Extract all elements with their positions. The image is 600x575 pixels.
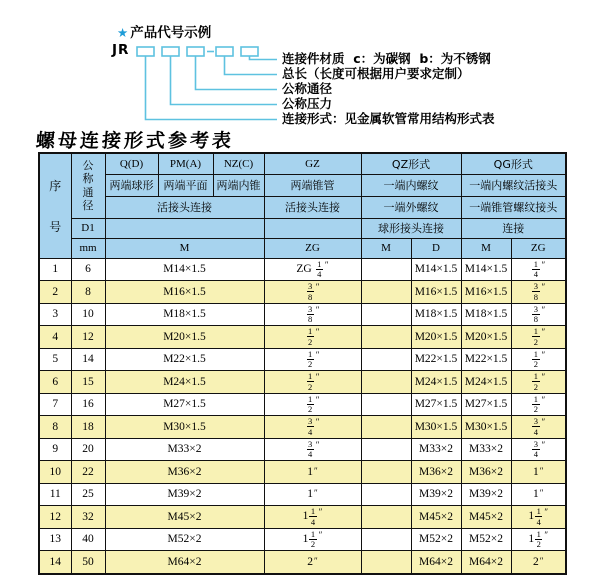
table-cell: M45×2 (411, 506, 461, 529)
table-cell: M36×2 (461, 461, 511, 484)
table-cell: M30×1.5 (105, 416, 264, 439)
diagram-heading-text: 产品代号示例 (130, 25, 212, 41)
table-cell: $\frac{1}{2}$ ″ (264, 348, 361, 371)
header-connection: 一端外螺纹 (361, 196, 461, 218)
table-cell: M16×1.5 (411, 281, 461, 304)
table-row (39, 326, 566, 349)
header-endtype: 一端内螺纹 (361, 174, 461, 196)
table-cell: 1″ (264, 461, 361, 484)
table-cell: $\frac{3}{8}$ ″ (511, 303, 566, 326)
header-subconnection: 球形接头连接 (361, 218, 461, 238)
table-cell: M36×2 (411, 461, 461, 484)
table-cell: M64×2 (105, 551, 264, 574)
star-icon: ★ (117, 25, 129, 40)
code-box (137, 47, 154, 56)
code-box (216, 47, 233, 56)
header-endtype: 两端锥管 (264, 174, 361, 196)
table-cell: M30×1.5 (411, 416, 461, 439)
table-cell: 8 (71, 281, 105, 304)
header-blank (105, 218, 264, 238)
code-prefix: JR (112, 42, 130, 58)
table-cell: M45×2 (461, 506, 511, 529)
table-cell: M39×2 (411, 483, 461, 506)
table-cell: $\frac{1}{2}$ ″ (264, 393, 361, 416)
table-cell: M20×1.5 (411, 326, 461, 349)
table-cell: $\frac{1}{2}$ ″ (264, 326, 361, 349)
table-cell (361, 348, 411, 371)
header-d1: D1 (71, 218, 105, 238)
table-cell: M20×1.5 (461, 326, 511, 349)
header-thread-col: ZG (264, 238, 361, 258)
table-cell: $\frac{1}{2}$ ″ (511, 326, 566, 349)
table-cell: M39×2 (461, 483, 511, 506)
table-cell: 6 (39, 371, 71, 394)
table-cell: 1″ (264, 483, 361, 506)
table-cell: 15 (71, 371, 105, 394)
table-row (39, 528, 566, 551)
table-body (39, 258, 566, 574)
label-material: 连接件材质 c：为碳钢 b：为不锈钢 (282, 51, 491, 66)
table-row (39, 393, 566, 416)
table-cell: $\frac{3}{4}$ ″ (511, 438, 566, 461)
table-cell: M18×1.5 (105, 303, 264, 326)
table-cell: M52×2 (411, 528, 461, 551)
header-seq: 序 号 (39, 153, 71, 258)
table-cell: $\frac{3}{8}$ ″ (264, 281, 361, 304)
table-row (39, 258, 566, 281)
table-row (39, 551, 566, 574)
table-cell: 6 (71, 258, 105, 281)
table-cell: M39×2 (105, 483, 264, 506)
table-cell: 3 (39, 303, 71, 326)
table-cell: M18×1.5 (461, 303, 511, 326)
table-cell: 11 (39, 483, 71, 506)
table-row (39, 506, 566, 529)
header-row-units (39, 238, 566, 258)
table-cell (361, 438, 411, 461)
header-group: Q(D) (105, 153, 158, 174)
table-cell: 10 (71, 303, 105, 326)
table-cell: 1 $\frac{1}{2}$ ″ (511, 528, 566, 551)
table-cell: $\frac{1}{2}$ ″ (264, 371, 361, 394)
table-cell: 8 (39, 416, 71, 439)
table-cell (361, 551, 411, 574)
table-cell (361, 461, 411, 484)
table-cell: 1″ (511, 483, 566, 506)
header-thread-col: M (361, 238, 411, 258)
table-row (39, 483, 566, 506)
table-cell: 1 (39, 258, 71, 281)
table-cell: M22×1.5 (411, 348, 461, 371)
table-cell: 40 (71, 528, 105, 551)
table-cell: M64×2 (461, 551, 511, 574)
table-cell: 4 (39, 326, 71, 349)
table-row (39, 348, 566, 371)
header-endtype: 两端内锥 (213, 174, 264, 196)
table-row (39, 438, 566, 461)
table-cell: 12 (39, 506, 71, 529)
table-cell: $\frac{3}{4}$ ″ (264, 438, 361, 461)
table-cell: $\frac{3}{4}$ ″ (264, 416, 361, 439)
header-thread-col: M (105, 238, 264, 258)
table-cell: M52×2 (461, 528, 511, 551)
product-code-diagram (0, 0, 600, 130)
header-endtype: 两端平面 (158, 174, 213, 196)
table-cell: 18 (71, 416, 105, 439)
table-cell: M33×2 (105, 438, 264, 461)
table-cell: M24×1.5 (411, 371, 461, 394)
table-cell: 20 (71, 438, 105, 461)
table-row (39, 281, 566, 304)
table-cell: M16×1.5 (461, 281, 511, 304)
table-cell: 10 (39, 461, 71, 484)
table-cell: 12 (71, 326, 105, 349)
table-cell: 7 (39, 393, 71, 416)
table-cell (361, 506, 411, 529)
header-group: PM(A) (158, 153, 213, 174)
table-cell: 5 (39, 348, 71, 371)
table-cell: M18×1.5 (411, 303, 461, 326)
table-row (39, 371, 566, 394)
table-cell: 2″ (511, 551, 566, 574)
table-cell: M45×2 (105, 506, 264, 529)
header-thread-col: ZG (511, 238, 566, 258)
nut-connection-reference-table (38, 152, 567, 575)
table-cell (361, 416, 411, 439)
label-pressure: 公称压力 (282, 96, 333, 111)
table-cell: 1 $\frac{1}{2}$ ″ (264, 528, 361, 551)
table-cell: M14×1.5 (461, 258, 511, 281)
table-cell (361, 303, 411, 326)
header-blank (264, 218, 361, 238)
label-diameter: 公称通径 (282, 81, 333, 96)
table-cell (361, 483, 411, 506)
header-row-endtypes (39, 174, 566, 196)
table-cell: M22×1.5 (105, 348, 264, 371)
header-dn: 公 称 通 径 (71, 153, 105, 218)
table-cell: M27×1.5 (411, 393, 461, 416)
table-row (39, 416, 566, 439)
table-cell (361, 281, 411, 304)
table-cell: M27×1.5 (461, 393, 511, 416)
table-cell: $\frac{1}{4}$ ″ (511, 258, 566, 281)
table-cell: M24×1.5 (105, 371, 264, 394)
table-cell: 1 $\frac{1}{4}$ ″ (264, 506, 361, 529)
table-cell: M30×1.5 (461, 416, 511, 439)
table-cell: M20×1.5 (105, 326, 264, 349)
table-cell: 9 (39, 438, 71, 461)
table-cell: 14 (71, 348, 105, 371)
table-cell: M33×2 (461, 438, 511, 461)
header-connection: 活接头连接 (105, 196, 264, 218)
table-cell: M36×2 (105, 461, 264, 484)
table-row (39, 461, 566, 484)
table-cell: $\frac{1}{2}$ ″ (511, 393, 566, 416)
header-group: QZ形式 (361, 153, 461, 174)
header-row-groups (39, 153, 566, 174)
table-cell: M14×1.5 (105, 258, 264, 281)
header-thread-col: M (461, 238, 511, 258)
table-cell: 22 (71, 461, 105, 484)
table-cell: M33×2 (411, 438, 461, 461)
code-box (241, 47, 258, 56)
code-box (187, 47, 204, 56)
header-row-d1 (39, 218, 566, 238)
table-cell: $\frac{1}{2}$ ″ (511, 371, 566, 394)
code-box (162, 47, 179, 56)
header-mm: mm (71, 238, 105, 258)
table-title: 螺母连接形式参考表 (35, 130, 235, 152)
label-connection: 连接形式：见金属软管常用结构形式表 (282, 111, 495, 126)
table-cell: 2 (39, 281, 71, 304)
table-cell: $\frac{3}{8}$ ″ (511, 281, 566, 304)
header-thread-col: D (411, 238, 461, 258)
table-header (39, 153, 566, 258)
table-cell: 1 $\frac{1}{4}$ ″ (511, 506, 566, 529)
header-subconnection: 连接 (461, 218, 566, 238)
table-cell: 16 (71, 393, 105, 416)
header-group: NZ(C) (213, 153, 264, 174)
header-group: GZ (264, 153, 361, 174)
table-cell: 1″ (511, 461, 566, 484)
table-cell: M24×1.5 (461, 371, 511, 394)
table-cell: 14 (39, 551, 71, 574)
table-cell (361, 371, 411, 394)
table-row (39, 303, 566, 326)
table-cell: ZG $\frac{1}{4}$ ″ (264, 258, 361, 281)
diagram-heading (117, 21, 211, 41)
table-cell: $\frac{3}{8}$ ″ (264, 303, 361, 326)
header-group: QG形式 (461, 153, 566, 174)
table-cell: M16×1.5 (105, 281, 264, 304)
header-row-connections (39, 196, 566, 218)
table-cell: M64×2 (411, 551, 461, 574)
code-boxes-graphic (105, 42, 280, 126)
connector-line (196, 56, 278, 90)
table-cell: M52×2 (105, 528, 264, 551)
table-cell: M22×1.5 (461, 348, 511, 371)
header-endtype: 两端球形 (105, 174, 158, 196)
table-cell: $\frac{1}{2}$ ″ (511, 348, 566, 371)
connector-line (146, 56, 278, 120)
table-cell (361, 528, 411, 551)
table-cell: 32 (71, 506, 105, 529)
table-cell: M14×1.5 (411, 258, 461, 281)
table-cell: 2″ (264, 551, 361, 574)
table-cell (361, 326, 411, 349)
table-cell: 25 (71, 483, 105, 506)
header-connection: 活接头连接 (264, 196, 361, 218)
header-connection: 一端锥管螺纹接头 (461, 196, 566, 218)
table-cell: 50 (71, 551, 105, 574)
table-cell: $\frac{3}{4}$ ″ (511, 416, 566, 439)
label-length: 总长（长度可根据用户要求定制） (282, 66, 470, 81)
header-endtype: 一端内螺纹活接头 (461, 174, 566, 196)
table-cell (361, 258, 411, 281)
table-cell: 13 (39, 528, 71, 551)
table-cell: M27×1.5 (105, 393, 264, 416)
table-cell (361, 393, 411, 416)
